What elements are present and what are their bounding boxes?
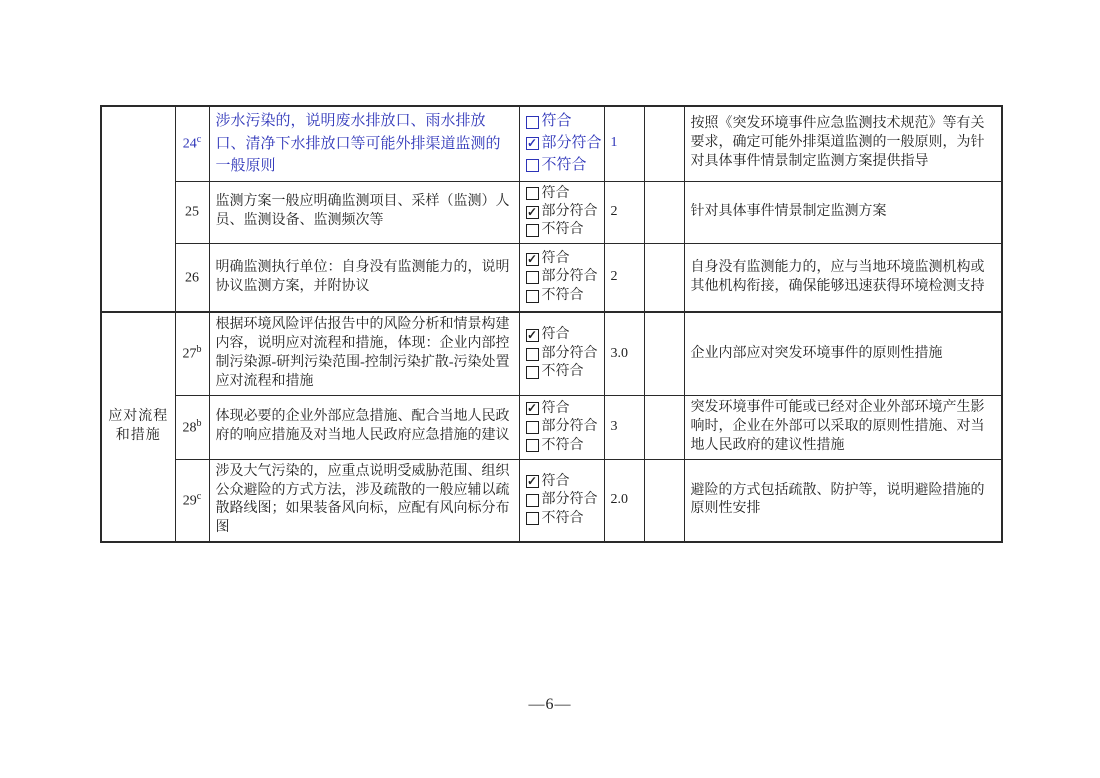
table-group-continued <box>101 106 1002 312</box>
score-value-cell: 3.0 <box>604 312 644 395</box>
compliance-options-cell <box>519 243 604 312</box>
item-number-footnote: b <box>196 344 202 356</box>
item-description: 体现必要的企业外部应急措施、配合当地人民政府的响应措施及对当地人民政府应急措施的建议 <box>209 395 519 459</box>
remark-cell: 自身没有监测能力的，应与当地环境监测机构或其他机构衔接，确保能够迅速获得环境检测支持 <box>684 243 1002 312</box>
checkbox-checked-icon[interactable]: ✓ <box>526 328 538 343</box>
option-label: 不符合 <box>541 510 584 526</box>
option-label: 符合 <box>541 185 570 201</box>
remark-cell: 按照《突发环境事件应急监测技术规范》等有关要求，确定可能外排渠道监测的一般原则，为针对具体事件情景制定监测方案提供指导 <box>684 106 1002 181</box>
option-label: 部分符合 <box>541 419 598 435</box>
item-number-text: 26 <box>185 270 199 286</box>
option-label: 符合 <box>541 113 572 130</box>
checkbox-checked-icon[interactable]: ✓ <box>526 251 538 266</box>
checkbox-checked-icon[interactable]: ✓ <box>526 204 538 219</box>
item-number <box>175 181 209 243</box>
compliance-options-cell <box>519 459 604 542</box>
remark-cell: 企业内部应对突发环境事件的原则性措施 <box>684 312 1002 395</box>
checkbox-icon[interactable] <box>526 494 539 507</box>
table-row <box>101 243 1002 312</box>
option-nonconform[interactable] <box>526 155 598 177</box>
score-value-cell: 2 <box>604 243 644 312</box>
checkbox-checked-icon[interactable]: ✓ <box>526 401 538 416</box>
option-label: 部分符合 <box>541 345 598 361</box>
option-conform[interactable] <box>526 400 598 418</box>
checkbox-icon[interactable] <box>526 187 539 200</box>
option-label: 部分符合 <box>541 269 598 285</box>
option-conform[interactable] <box>526 111 598 133</box>
option-label: 部分符合 <box>541 134 602 151</box>
checkbox-icon[interactable] <box>526 271 539 284</box>
score-value-cell: 2 <box>604 181 644 243</box>
item-number <box>175 312 209 395</box>
score-entry-cell <box>644 459 684 542</box>
checkbox-icon[interactable] <box>526 159 539 172</box>
item-description: 根据环境风险评估报告中的风险分析和情景构建内容，说明应对流程和措施，体现：企业内部控制污染源-研判污染范围-控制污染扩散-污染处置应对流程和措施 <box>209 312 519 395</box>
option-label: 部分符合 <box>541 492 598 508</box>
checkbox-icon[interactable] <box>526 439 539 452</box>
option-partial[interactable] <box>526 133 602 155</box>
checkbox-icon[interactable] <box>526 366 539 379</box>
remark-cell: 避险的方式包括疏散、防护等，说明避险措施的原则性安排 <box>684 459 1002 542</box>
option-conform[interactable] <box>526 250 598 268</box>
table-group-response-measures <box>101 312 1002 542</box>
option-nonconform[interactable] <box>526 510 598 528</box>
item-number-text: 29 <box>182 493 197 509</box>
option-nonconform[interactable] <box>526 287 598 305</box>
option-partial[interactable] <box>526 491 598 509</box>
compliance-options-cell <box>519 181 604 243</box>
item-number-text: 25 <box>185 205 199 221</box>
remark-cell: 针对具体事件情景制定监测方案 <box>684 181 1002 243</box>
score-entry-cell <box>644 395 684 459</box>
score-value-cell: 2.0 <box>604 459 644 542</box>
table-row <box>101 395 1002 459</box>
category-cell: 应对流程和措施 <box>101 312 175 542</box>
item-number <box>175 459 209 542</box>
option-label: 符合 <box>541 250 570 266</box>
option-label: 符合 <box>541 473 570 489</box>
option-partial[interactable] <box>526 418 598 436</box>
item-number-footnote: c <box>196 490 202 502</box>
option-nonconform[interactable] <box>526 363 598 381</box>
remark-cell: 突发环境事件可能或已经对企业外部环境产生影响时，企业在外部可以采取的原则性措施、对当地人民政府的建议性措施 <box>684 395 1002 459</box>
page-number: —6— <box>528 696 572 713</box>
option-label: 不符合 <box>541 156 587 173</box>
compliance-options-cell <box>519 106 604 181</box>
option-nonconform[interactable] <box>526 221 598 239</box>
item-number-text: 24 <box>182 136 197 152</box>
checkbox-icon[interactable] <box>526 512 539 525</box>
score-value-cell: 1 <box>604 106 644 181</box>
item-number-footnote: b <box>196 417 202 429</box>
option-label: 部分符合 <box>541 203 598 219</box>
table-row <box>101 181 1002 243</box>
compliance-options-cell <box>519 312 604 395</box>
score-entry-cell <box>644 181 684 243</box>
table-row <box>101 106 1002 181</box>
option-conform[interactable] <box>526 326 598 344</box>
option-conform[interactable] <box>526 185 598 203</box>
option-label: 不符合 <box>541 222 584 238</box>
checkbox-icon[interactable] <box>526 116 539 129</box>
checkbox-checked-icon[interactable]: ✓ <box>526 136 538 151</box>
option-partial[interactable] <box>526 268 598 286</box>
item-number-footnote: c <box>196 133 202 145</box>
option-nonconform[interactable] <box>526 437 598 455</box>
checkbox-icon[interactable] <box>526 290 539 303</box>
table-row <box>101 459 1002 542</box>
option-label: 不符合 <box>541 364 584 380</box>
checkbox-checked-icon[interactable]: ✓ <box>526 474 538 489</box>
option-label: 不符合 <box>541 287 584 303</box>
option-label: 符合 <box>541 327 570 343</box>
option-conform[interactable] <box>526 473 598 491</box>
checkbox-icon[interactable] <box>526 224 539 237</box>
item-description: 明确监测执行单位：自身没有监测能力的，说明协议监测方案，并附协议 <box>209 243 519 312</box>
item-number <box>175 243 209 312</box>
table-row <box>101 312 1002 395</box>
item-description: 监测方案一般应明确监测项目、采样（监测）人员、监测设备、监测频次等 <box>209 181 519 243</box>
item-description: 涉水污染的，说明废水排放口、雨水排放口、清净下水排放口等可能外排渠道监测的一般原则 <box>209 106 519 181</box>
assessment-checklist-table <box>100 105 1003 543</box>
option-partial[interactable] <box>526 345 598 363</box>
option-label: 符合 <box>541 400 570 416</box>
option-label: 不符合 <box>541 437 584 453</box>
item-number <box>175 395 209 459</box>
score-value-cell: 3 <box>604 395 644 459</box>
compliance-options-cell <box>519 395 604 459</box>
item-number-text: 28 <box>182 420 197 436</box>
category-cell <box>101 106 175 312</box>
score-entry-cell <box>644 106 684 181</box>
item-description: 涉及大气污染的，应重点说明受威胁范围、组织公众避险的方式方法，涉及疏散的一般应辅以疏散路线图；如果装备风向标，应配有风向标分布图 <box>209 459 519 542</box>
checkbox-icon[interactable] <box>526 348 539 361</box>
score-entry-cell <box>644 312 684 395</box>
item-number-text: 27 <box>182 347 197 363</box>
checkbox-icon[interactable] <box>526 421 539 434</box>
score-entry-cell <box>644 243 684 312</box>
item-number <box>175 106 209 181</box>
option-partial[interactable] <box>526 203 598 221</box>
